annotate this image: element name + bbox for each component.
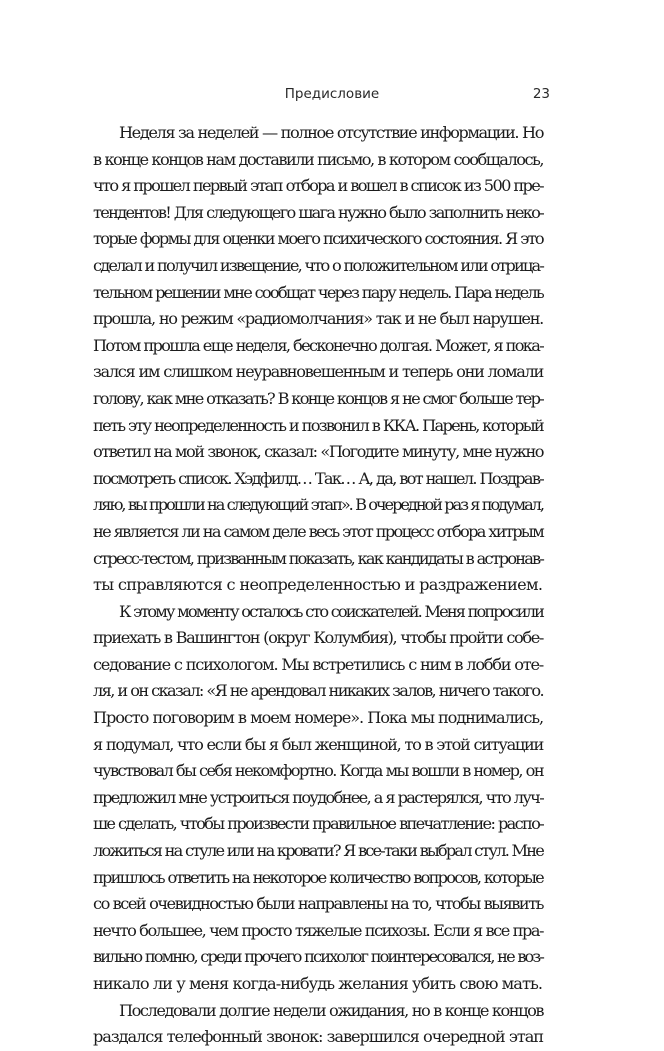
text-line: никало ли у меня когда-нибудь желания убить свою мать. <box>93 974 543 993</box>
text-line: Просто поговорим в моем номере». Пока мы поднимались, <box>93 708 543 728</box>
text-line: со всей очевидностью были направлены на то, чтобы выявить <box>93 894 543 914</box>
text-line: ля, и он сказал: «Я не арендовал никаких залов, ничего такого. <box>93 681 543 701</box>
text-line: Неделя за неделей — полное отсутствие информации. Но <box>119 123 543 142</box>
text-line: ответил на мой звонок, сказал: «Погодите минуту, мне нужно <box>93 442 543 462</box>
text-line: раздался телефонный звонок: завершился очередной этап <box>93 1027 543 1047</box>
text-line: голову, как мне отказать? В конце концов я не смог больше тер- <box>93 388 543 408</box>
text-line: что я прошел первый этап отбора и вошел в список из 500 пре- <box>93 176 543 196</box>
text-line: ше сделать, чтобы произвести правильное впечатление: распо- <box>93 814 543 834</box>
text-line: в конце концов нам доставили письмо, в котором сообщалось, <box>93 149 543 169</box>
text-line: не является ли на самом деле весь этот процесс отбора хитрым <box>93 521 543 541</box>
text-line: чувствовал бы себя некомфортно. Когда мы вошли в номер, он <box>93 761 543 781</box>
text-line: Последовали долгие недели ожидания, но в конце концов <box>119 1000 543 1020</box>
text-line: ложиться на стуле или на кровати? Я все-таки выбрал стул. Мне <box>93 841 543 861</box>
paragraph <box>93 599 543 998</box>
text-line: ляю, вы прошли на следующий этап». В очередной раз я подумал, <box>93 495 543 515</box>
text-line: тендентов! Для следующего шага нужно было заполнить неко- <box>93 202 543 222</box>
running-header <box>0 86 664 108</box>
paragraph <box>93 120 543 599</box>
text-line: вильно помню, среди прочего психолог поинтересовался, не воз- <box>93 947 543 967</box>
body-text <box>93 120 543 1051</box>
text-line: прошла, но режим «радиомолчания» так и не был нарушен. <box>93 309 543 329</box>
paragraph <box>93 998 543 1051</box>
text-line: К этому моменту осталось сто соискателей. Меня попросили <box>119 601 543 621</box>
text-line: посмотреть список. Хэдфилд… Так… А, да, вот нашел. Поздрав- <box>93 468 543 488</box>
text-line: пришлось ответить на некоторое количество вопросов, которые <box>93 867 543 887</box>
text-line: стресс-тестом, призванным показать, как кандидаты в астронав- <box>93 548 543 568</box>
text-line: зался им слишком неуравновешенным и теперь они ломали <box>93 362 543 382</box>
text-line: седование с психологом. Мы встретились с ним в лобби оте- <box>93 654 543 674</box>
text-line: сделал и получил извещение, что о положительном или отрица- <box>93 255 543 275</box>
text-line: предложил мне устроиться поудобнее, а я растерялся, что луч- <box>93 787 543 807</box>
text-line: приехать в Вашингтон (округ Колумбия), чтобы пройти собе- <box>93 628 543 648</box>
text-line: я подумал, что если бы я был женщиной, то в этой ситуации <box>93 734 543 754</box>
text-line: тельном решении мне сообщат через пару недель. Пара недель <box>93 282 543 302</box>
text-line: ты справляются с неопределенностью и раздражением. <box>93 575 543 595</box>
text-line: нечто большее, чем просто тяжелые психозы. Если я все пра- <box>93 920 543 940</box>
text-line: торые формы для оценки моего психического состояния. Я это <box>93 229 543 249</box>
page-number: 23 <box>532 86 550 102</box>
section-title: Предисловие <box>284 86 380 102</box>
text-line: петь эту неопределенность и позвонил в ККА. Парень, который <box>93 415 543 435</box>
text-line: Потом прошла еще неделя, бесконечно долгая. Может, я пока- <box>93 335 543 355</box>
